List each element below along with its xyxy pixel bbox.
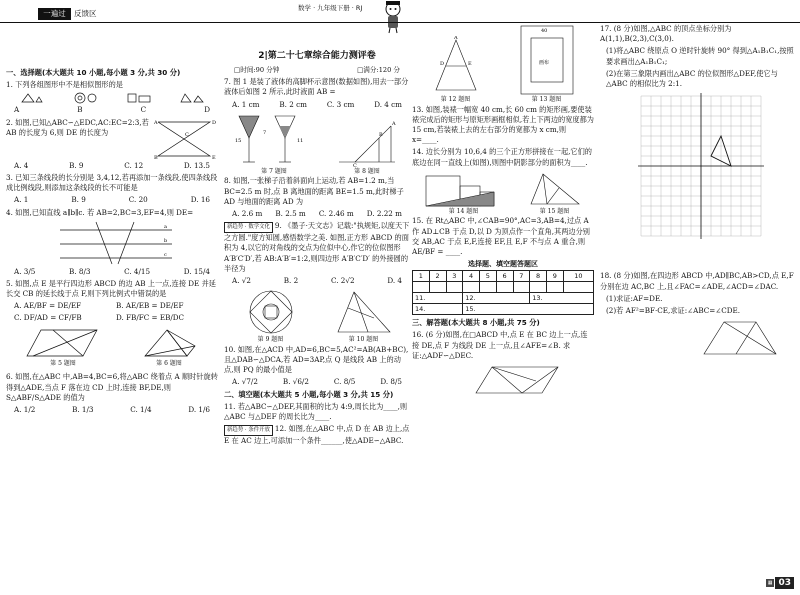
q1-options <box>6 105 218 115</box>
question-10: 10. 如图,在△ACD 中,AD=6,BC=5,AC²=AB(AB+BC),且△DAB∽△DCA,若 AD=3AP,点 Q 是线段 AB 上的动点,则 PQ 的最小值是 <box>224 344 409 375</box>
question-1: 1. 下列各组图形中不是相似图形的是 <box>6 80 123 90</box>
q7-options <box>224 100 410 110</box>
q4-option-b[interactable]: B. 8/3 <box>69 266 91 276</box>
q1-option-c[interactable]: C <box>140 105 147 115</box>
svg-text:B: B <box>154 154 158 160</box>
question-17-part-1: (1)将△ABC 绕原点 O 逆时针旋转 90° 得到△A₁B₁C₁,按照要求画出△A₁B₁C₁; <box>606 46 794 66</box>
column-4 <box>600 24 794 358</box>
q2-option-a[interactable]: A. 4 <box>14 160 29 170</box>
answer-num-8: 8 <box>530 271 547 282</box>
q6-option-d[interactable]: D. 1/6 <box>188 405 210 415</box>
q7-option-b[interactable]: B. 2 cm <box>279 99 307 109</box>
page-number: 03 <box>775 577 794 589</box>
q7-option-a[interactable]: A. 1 cm <box>232 99 260 109</box>
q12-q13-figures <box>412 24 594 105</box>
q14-caption: 第 14 题图 <box>448 207 479 215</box>
q8-options <box>224 209 410 219</box>
answer-num-9: 9 <box>547 271 564 282</box>
q14-figure <box>422 170 506 208</box>
svg-text:C: C <box>185 131 189 138</box>
q4-figure <box>56 220 176 266</box>
q10-option-b[interactable]: B. √6/2 <box>282 377 309 387</box>
question-8: 8. 如图,一张梯子沿着斜面向上运动,若 AB=1.2 m,当 BC=2.5 m 时,点 B 离地面的距离 BE=1.5 m,此时梯子 AD 与地面的距离 AD 为 <box>224 176 404 206</box>
section-2-heading: 二、填空题(本大题共 5 小题,每小题 3 分,共 15 分) <box>224 389 394 399</box>
answer-number-row <box>413 271 594 282</box>
time-score-line <box>234 66 400 75</box>
q6-figure <box>137 326 201 360</box>
answer-num-2: 2 <box>429 271 446 282</box>
q9-option-b[interactable]: B. 2 <box>283 276 299 286</box>
q5-q6-figures <box>6 326 218 369</box>
q17-coordinate-grid <box>636 91 766 241</box>
section-1-heading: 一、选择题(本大题共 10 小题,每小题 3 分,共 30 分) <box>6 68 181 77</box>
q8-option-b[interactable]: B. 2.5 m <box>275 208 306 218</box>
feedback-label: 反馈区 <box>74 9 97 18</box>
q3-option-a[interactable]: A. 1 <box>14 195 29 205</box>
q5-option-a[interactable]: A. AE/BF = DE/EF <box>14 301 82 311</box>
question-9 <box>224 221 410 274</box>
q10-option-c[interactable]: C. 8/5 <box>333 377 356 387</box>
q3-option-c[interactable]: C. 20 <box>128 195 148 205</box>
question-6: 6. 如图,在△ABC 中,AB=4,BC=6,将△ABC 绕着点 A 顺时针旋转得到△ADE,当点 F 落在边 CD 上时,连接 BF,DE,则 S△ABF/S△ADE 的值为 <box>6 372 218 402</box>
svg-text:画布: 画布 <box>538 60 549 66</box>
question-14: 14. 边长分别为 10,6,4 的三个正方形拼接在一起,它们的底边在同一直线上(如图),则图中阴影部分的面积为____. <box>412 147 592 167</box>
subject-label: 数学 · 九年级下册 · RJ <box>298 4 363 12</box>
svg-text:c: c <box>164 251 167 258</box>
question-7: 7. 图 1 是装了液体的高脚杯示意图(数据如图),用去一部分液体后如图 2 所示,此时液面 AB = <box>224 77 409 97</box>
q8-option-a[interactable]: A. 2.6 m <box>232 208 263 218</box>
question-17-part-2: (2)在第三象限内画出△ABC 的位似图形△DEF,使它与△ABC 的相似比为 2:1. <box>606 68 778 89</box>
q5-caption: 第 5 题图 <box>50 359 76 367</box>
question-13: 13. 如图,装裱一幅宽 40 cm,长 60 cm 的矩形画,要使装裱完成后的矩形与原矩形画框相似,若上下两边的宽度都为 15 cm,若装裱上去的左右部分的宽都为 x cm,则 x=____. <box>412 104 594 145</box>
column-1 <box>6 24 218 417</box>
svg-text:a: a <box>164 223 167 230</box>
answer-cell[interactable] <box>530 282 547 293</box>
q5-figure <box>23 326 103 360</box>
svg-text:A: A <box>392 120 396 127</box>
q8-option-c[interactable]: C. 2.46 m <box>318 208 354 218</box>
q9-option-c[interactable]: C. 2√2 <box>330 276 355 286</box>
q2-option-b[interactable]: B. 9 <box>69 160 84 170</box>
q15-caption: 第 15 题图 <box>539 207 570 215</box>
q4-option-d[interactable]: D. 15/4 <box>183 266 210 276</box>
svg-text:E: E <box>212 154 216 160</box>
answer-num-3: 3 <box>446 271 463 282</box>
q15-figure <box>525 170 585 208</box>
q9-option-d[interactable]: D. 4 <box>387 276 402 286</box>
brand-tag: 一遍过 <box>38 8 71 20</box>
q13-caption: 第 13 题图 <box>531 96 562 103</box>
q7-option-c[interactable]: C. 3 cm <box>326 99 355 109</box>
q1-figures <box>6 92 218 104</box>
answer-cell[interactable] <box>429 282 446 293</box>
q8-figure <box>335 112 399 168</box>
q7-figure <box>235 112 313 168</box>
question-18-part-2: (2)若 AF²=BF·CE,求证:∠ABC=∠CDE. <box>606 305 741 315</box>
q13-figure <box>517 24 577 96</box>
answer-cell[interactable] <box>413 282 430 293</box>
answer-area <box>412 260 594 315</box>
q5-options <box>6 301 218 322</box>
question-17: 17. (8 分)如图,△ABC 的顶点坐标分别为 A(1,1),B(2,3),C(3,0). <box>600 24 732 44</box>
answer-num-6: 6 <box>496 271 513 282</box>
fill-14[interactable]: 14. <box>413 304 463 315</box>
svg-text:40: 40 <box>540 28 547 34</box>
fill-11[interactable]: 11. <box>413 293 463 304</box>
time-label: □时间:90 分钟 <box>234 65 280 74</box>
q1-option-d[interactable]: D <box>204 105 210 115</box>
q9-q10-figures <box>224 288 410 345</box>
q4-option-c[interactable]: C. 4/15 <box>124 266 151 276</box>
q12-figure <box>430 36 482 96</box>
fill-12[interactable]: 12. <box>463 293 530 304</box>
answer-cell[interactable] <box>496 282 513 293</box>
svg-text:A: A <box>154 119 158 126</box>
q1-figure-d <box>179 92 205 104</box>
svg-text:7: 7 <box>263 129 267 136</box>
q10-option-a[interactable]: A. √7/2 <box>232 377 258 387</box>
answer-cell[interactable] <box>563 282 593 293</box>
answer-area-title: 选择题、填空题答题区 <box>468 260 538 269</box>
q9-text: 9. 《墨子·天文志》记载:"执规矩,以度天下之方圆."度方知圆,感悟数学之美. 如图,正方形 ABCD 的面积为 4,以它的对角线的交点为位似中心,作它的位似图形 A′B′C′D′,若 AB:A′B′=1:2,则四边形 A′B′C′D′ 的外接圆的半径为 <box>224 221 410 273</box>
svg-text:b: b <box>164 237 168 244</box>
q5-option-c[interactable]: C. DF/AD = CF/FB <box>14 312 82 322</box>
q6-option-c[interactable]: C. 1/4 <box>130 405 152 415</box>
q6-option-a[interactable]: A. 1/2 <box>14 405 36 415</box>
page-footer <box>766 577 794 589</box>
q7-option-d[interactable]: D. 4 cm <box>374 99 402 109</box>
svg-text:D: D <box>212 119 217 126</box>
q8-option-d[interactable]: D. 2.22 m <box>366 208 402 218</box>
q9-caption: 第 9 题图 <box>257 336 284 344</box>
question-18-part-1: (1)求证:AF=DE. <box>606 293 663 303</box>
q1-option-a[interactable]: A <box>14 105 20 115</box>
answer-cell[interactable] <box>463 282 480 293</box>
q5-option-b[interactable]: B. AE/EB = DE/EF <box>116 301 184 311</box>
question-11: 11. 若△ABC∽△DEF,其面积的比为 4:9,周长比为____,则△ABC 与△DEF 的周长比为____. <box>224 401 408 422</box>
svg-text:E: E <box>467 61 472 67</box>
q10-figure <box>334 288 394 336</box>
q6-options <box>6 405 218 415</box>
question-12 <box>224 424 410 446</box>
answer-grid <box>412 270 594 315</box>
column-3 <box>412 24 594 397</box>
q4-options <box>6 267 218 277</box>
q16-figure <box>472 363 562 397</box>
q7-caption: 第 7 题图 <box>261 167 287 175</box>
answer-num-7: 7 <box>513 271 530 282</box>
q10-option-d[interactable]: D. 8/5 <box>380 377 402 387</box>
question-15: 15. 在 Rt△ABC 中,∠CAB=90°,AC=3,AB=4,过点 A 作 AD⊥CB 于点 D,以 D 为顶点作一个直角,其两边分别交 AB,AC 于点 E,F,连接 EF,且 E,F 不与点 A 重合,则 AE/BF = ____. <box>412 216 590 256</box>
answer-cell[interactable] <box>446 282 463 293</box>
fill-row-1 <box>413 293 594 304</box>
q1-figure-c <box>126 92 152 104</box>
answer-cell[interactable] <box>513 282 530 293</box>
answer-num-4: 4 <box>463 271 480 282</box>
q1-figure-b <box>73 92 99 104</box>
fill-13[interactable]: 13. <box>530 293 594 304</box>
q9-trend-tag: 新趋势 · 数学文化 <box>224 222 273 233</box>
svg-text:D: D <box>439 61 444 67</box>
q10-caption: 第 10 题图 <box>348 336 379 344</box>
q2-option-d[interactable]: D. 13.5 <box>183 160 210 170</box>
q2-options <box>6 161 218 171</box>
q2-figure <box>154 118 218 160</box>
fill-15[interactable]: 15. <box>463 304 594 315</box>
q1-option-b[interactable]: B <box>77 105 83 115</box>
question-18: 18. (8 分)如图,在四边形 ABCD 中,AD∥BC,AB>CD,点 E,F 分别在边 AC,BC 上,且∠FAC=∠ADE,∠ACD=∠DAC. <box>600 271 794 291</box>
q12-caption: 第 12 题图 <box>440 96 471 103</box>
q8-caption: 第 8 题图 <box>354 167 380 175</box>
svg-text:11: 11 <box>297 137 304 144</box>
section-3-heading: 三、解答题(本大题共 8 小题,共 75 分) <box>412 318 540 328</box>
question-2: 2. 如图,已知△ABC∽△EDC,AC:EC=2:3,若 AB 的长度为 6,则 DE 的长度为 <box>6 117 149 137</box>
q6-caption: 第 6 题图 <box>156 359 182 367</box>
q5-option-d[interactable]: D. FB/FC = EB/DC <box>116 312 185 322</box>
q9-figure <box>241 288 301 336</box>
column-2 <box>224 24 410 449</box>
score-label: □满分:120 分 <box>357 65 400 74</box>
q1-figure-a <box>20 92 46 104</box>
question-5: 5. 如图,点 E 是平行四边形 ABCD 的边 AB 上一点,连接 DE 并延长交 CB 的延长线于点 F,则下列比例式中错误的是 <box>6 278 216 299</box>
q3-option-b[interactable]: B. 9 <box>71 195 86 205</box>
q12-trend-tag: 新趋势 · 条件开放 <box>224 425 273 436</box>
question-4: 4. 如图,已知直线 a∥b∥c. 若 AB=2,BC=3,EF=4,则 DE= <box>6 207 194 217</box>
q14-q15-figures <box>412 170 594 217</box>
question-16: 16. (6 分)如图,在□ABCD 中,点 E 在 BC 边上一点,连接 DE,点 F 为线段 DE 上一点,且∠AFE=∠B. 求证:△ADF∽△DEC. <box>412 330 588 360</box>
question-3: 3. 已知三条线段的长分别是 3,4,12,若再添加一条线段,使四条线段成比例线段,则添加这条线段的长不可能是 <box>6 172 218 193</box>
footer-mark: ▦ <box>767 580 773 586</box>
answer-blank-row <box>413 282 594 293</box>
q9-option-a[interactable]: A. √2 <box>232 276 251 286</box>
q6-option-b[interactable]: B. 1/3 <box>72 405 94 415</box>
svg-text:C: C <box>353 162 357 168</box>
q2-option-c[interactable]: C. 12 <box>124 160 144 170</box>
q9-options <box>224 276 410 286</box>
q3-option-d[interactable]: D. 16 <box>190 195 210 205</box>
test-title: 2|第二十七章综合能力测评卷 <box>258 51 376 61</box>
q10-options <box>224 377 410 387</box>
answer-num-1: 1 <box>413 271 430 282</box>
svg-text:15: 15 <box>235 137 242 144</box>
q3-options <box>6 195 218 205</box>
answer-cell[interactable] <box>547 282 564 293</box>
answer-num-10: 10 <box>563 271 593 282</box>
q7-q8-figures <box>224 112 410 177</box>
answer-num-5: 5 <box>480 271 497 282</box>
answer-cell[interactable] <box>480 282 497 293</box>
svg-text:B: B <box>379 131 383 138</box>
q12-text: 12. 如图,在△ABC 中,点 D 在 AB 边上,点 E 在 AC 边上,可添加一个条件______,使△ADE∽△ABC. <box>224 424 410 446</box>
fill-row-2 <box>413 304 594 315</box>
q18-figure <box>700 318 780 358</box>
q4-option-a[interactable]: A. 3/5 <box>14 266 36 276</box>
svg-text:A: A <box>453 36 458 41</box>
